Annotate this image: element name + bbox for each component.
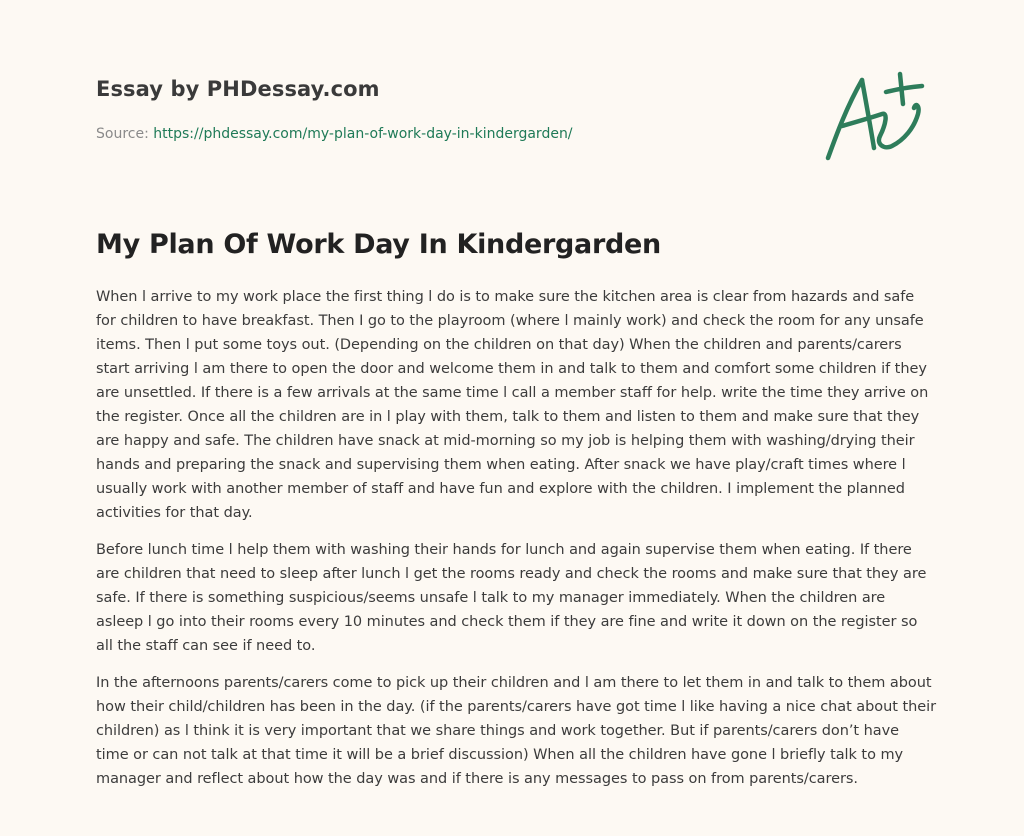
source-label: Source: [96, 126, 154, 142]
essay-paragraph-2: Before lunch time l help them with washing their hands for lunch and again supervise them when eating. If there are children that need to sleep after lunch l get the rooms ready and check the rooms and make sure that they are safe. If there is something suspicious/seems unsafe l talk to my manager immediately. When the children are asleep l go into their rooms every 10 minutes and check them if they are fine and write it down on the register so all the staff can see if need to. [96, 542, 927, 654]
site-brand: Essay by PHDessay.com [96, 77, 380, 101]
essay-body [96, 285, 936, 804]
plus-horizontal [886, 86, 922, 92]
source-line [96, 124, 796, 144]
essay-paragraph-3: In the afternoons parents/carers come to pick up their children and l am there to let them in and talk to them about how their child/children has been in the day. (if the parents/carers have got time l like having a nice chat about their children) as l think it is very important that we share things and work together. But if parents/carers don’t have time or can not talk at that time it will be a brief discussion) When all the children have gone l briefly talk to my manager and reflect about how the day was and if there is any messages to pass on from parents/carers. [96, 675, 936, 787]
a-plus-grade-icon [822, 66, 932, 166]
a-plus-logo-svg [822, 66, 932, 166]
site-header [96, 74, 796, 144]
essay-paragraph-1: When l arrive to my work place the first thing l do is to make sure the kitchen area is clear from hazards and safe for children to have breakfast. Then I go to the playroom (where l mainly work) and check the room for any unsafe items. Then l put some toys out. (Depending on the children on that day) When the children and parents/carers start arriving l am there to open the door and welcome them in and talk to them and comfort some children if they are unsettled. If there is a few arrivals at the same time l call a member staff for help. write the time they arrive on the register. Once all the children are in l play with them, talk to them and listen to them and make sure that they are happy and safe. The children have snack at mid-morning so my job is helping them with washing/drying their hands and preparing the snack and supervising them when eating. After snack we have play/craft times where l usually work with another member of staff and have fun and explore with the children. I implement the planned activities for that day. [96, 289, 929, 521]
source-link[interactable]: https://phdessay.com/my-plan-of-work-day-in-kindergarden/ [153, 126, 573, 142]
a-left-stroke [828, 80, 862, 158]
essay-title: My Plan Of Work Day In Kindergarden [96, 229, 661, 260]
a-right-stroke [862, 80, 874, 148]
a-crossbar-curl [842, 105, 919, 147]
